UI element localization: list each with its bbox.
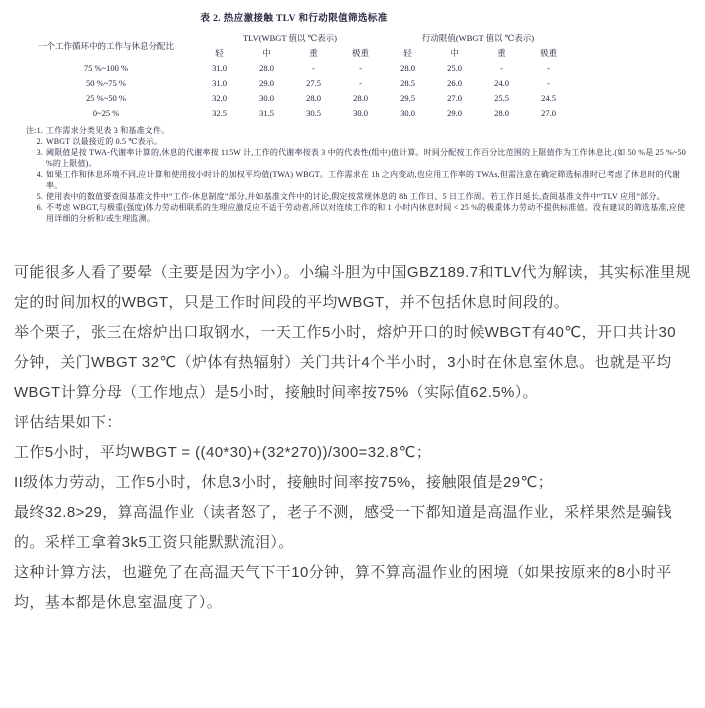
cell: 28.0 (353, 93, 368, 103)
paragraph-wbgt-formula: 工作5小时，平均WBGT = ((40*30)+(32*270))/300=32.8℃； (14, 444, 432, 461)
cell: 29.5 (400, 93, 415, 103)
cell: 30.0 (400, 108, 415, 118)
cell: 27.0 (541, 108, 556, 118)
cell: 30.0 (353, 108, 368, 118)
cell: - (547, 78, 550, 88)
cell: 24.0 (494, 78, 509, 88)
cell: 30.5 (306, 108, 321, 118)
tlv-action-limit-table (16, 31, 572, 121)
table-title: 表 2. 热应激接触 TLV 和行动限值筛选标准 (200, 14, 388, 24)
note-number: 4. (36, 170, 43, 179)
cell: - (359, 63, 362, 73)
paragraph-conclusion: 最终32.8>29，算高温作业（读者怒了，老子不测，感受一下都知道是高温作业，采样果然是骗钱的。采样工拿着3k5工资只能默默流泪）。 (14, 504, 673, 551)
table-subheader: 重 (309, 48, 318, 58)
note-text: WBGT 以最接近的 0.5 ℃表示。 (46, 137, 163, 146)
table-group-header-action-limit: 行动限值(WBGT 值以 ℃表示) (421, 33, 535, 43)
table-subheader: 重 (497, 48, 506, 58)
table-subheader: 极重 (539, 48, 557, 58)
table-note (16, 147, 688, 169)
table-notes (16, 125, 688, 224)
cell: - (359, 78, 362, 88)
table-row (16, 76, 572, 91)
cell: 31.0 (212, 78, 227, 88)
paragraph-closing: 这种计算方法，也避免了在高温天气下干10分钟，算不算高温作业的困境（如果按原来的8小时平均，基本都是休息室温度了）。 (14, 564, 672, 611)
note-text: 使用表中的数值要查阅基准文件中“工作-休息制度”部分,并如基准文件中的讨论,假定按常规休息的 8h 工作日、5 日工作周。若工作日延长,查阅基准文件中“TLV 应用”部分。 (46, 192, 665, 201)
table-subheader: 轻 (215, 48, 224, 58)
cell: 26.0 (447, 78, 462, 88)
cell: - (500, 63, 503, 73)
table-subheader: 中 (262, 48, 271, 58)
cell: 25.5 (494, 93, 509, 103)
note-text: 不考虑 WBGT,与极重(强度)体力劳动相联系的生理应激反应不适于劳动者,所以对连续工作的和 1 小时内休息时间 < 25 %的极重体力劳动不提供标准值。没有建议的筛选基准,应使用详细的分析和/或生理监测。 (46, 203, 686, 223)
row-label: 50 %~75 % (85, 78, 126, 88)
note-number: 5. (36, 192, 43, 201)
cell: 28.0 (259, 63, 274, 73)
note-number: 注:1. (25, 126, 43, 135)
note-text: 如果工作和休息环境不同,应计算和使用按小时计的加权平均值(TWA) WBGT。工作需求在 1h 之内变动,也应用工作率的 TWAs,但需注意在确定筛选标准时已考虑了休息时的代谢率。 (46, 170, 681, 190)
paragraph-intro: 可能很多人看了要晕（主要是因为字小）。小编斗胆为中国GBZ189.7和TLV代为解读，其实标准里规定的时间加权的WBGT，只是工作时间段的平均WBGT，并不包括休息时间段的。 (14, 264, 691, 311)
note-number: 6. (36, 203, 43, 212)
cell: - (312, 63, 315, 73)
table-note (16, 191, 688, 202)
row-label: 75 %~100 % (83, 63, 129, 73)
table-note (16, 125, 688, 136)
cell: 32.0 (212, 93, 227, 103)
row-label: 0~25 % (92, 108, 120, 118)
paragraph-example: 举个栗子，张三在熔炉出口取钢水，一天工作5小时，熔炉开口的时候WBGT有40℃，开口共计30分钟，关门WBGT 32℃（炉体有热辐射）关门共计4个半小时，3小时在休息室休息。也就是平均WBGT计算分母（工作地点）是5小时，接触时间率按75%（实际值62.5%）。 (14, 324, 676, 401)
table-note (16, 136, 688, 147)
cell: 24.5 (541, 93, 556, 103)
cell: 31.0 (212, 63, 227, 73)
cell: 30.0 (259, 93, 274, 103)
row-label: 25 %~50 % (85, 93, 126, 103)
cell: 28.0 (306, 93, 321, 103)
table-subheader: 极重 (351, 48, 369, 58)
cell: 28.0 (400, 63, 415, 73)
table-group-header-tlv: TLV(WBGT 值以 ℃表示) (242, 33, 338, 43)
cell: 31.5 (259, 108, 274, 118)
cell: 32.5 (212, 108, 227, 118)
note-text: 阈限值是按 TWA-代谢率计算的,休息的代谢率按 115W 计,工作的代谢率按表 3 中的代表性(组中)值计算。时间分配按工作百分比范围的上限值作为工作休息比.(如 50 %是 25 %~50 %的上限值)。 (46, 148, 686, 168)
table-subheader: 轻 (403, 48, 412, 58)
table-row (16, 61, 572, 76)
table-note (16, 202, 688, 224)
note-number: 2. (36, 137, 43, 146)
cell: 28.5 (400, 78, 415, 88)
table-row (16, 106, 572, 121)
cell: 29.0 (259, 78, 274, 88)
article-body (0, 258, 705, 628)
cell: 28.0 (494, 108, 509, 118)
table-row (16, 91, 572, 106)
note-number: 3. (36, 148, 43, 157)
cell: - (547, 63, 550, 73)
cell: 25.0 (447, 63, 462, 73)
table-row-header: 一个工作循环中的工作与休息分配比 (37, 40, 174, 51)
paragraph-result-heading: 评估结果如下： (14, 414, 122, 431)
cell: 27.0 (447, 93, 462, 103)
note-text: 工作需求分类见表 3 和基准文件。 (46, 126, 170, 135)
cell: 29.0 (447, 108, 462, 118)
paragraph-limit: II级体力劳动，工作5小时，休息3小时，接触时间率按75%，接触限值是29℃； (14, 474, 554, 491)
cell: 27.5 (306, 78, 321, 88)
standard-table-scan (0, 0, 705, 224)
table-note (16, 169, 688, 191)
table-subheader: 中 (450, 48, 459, 58)
